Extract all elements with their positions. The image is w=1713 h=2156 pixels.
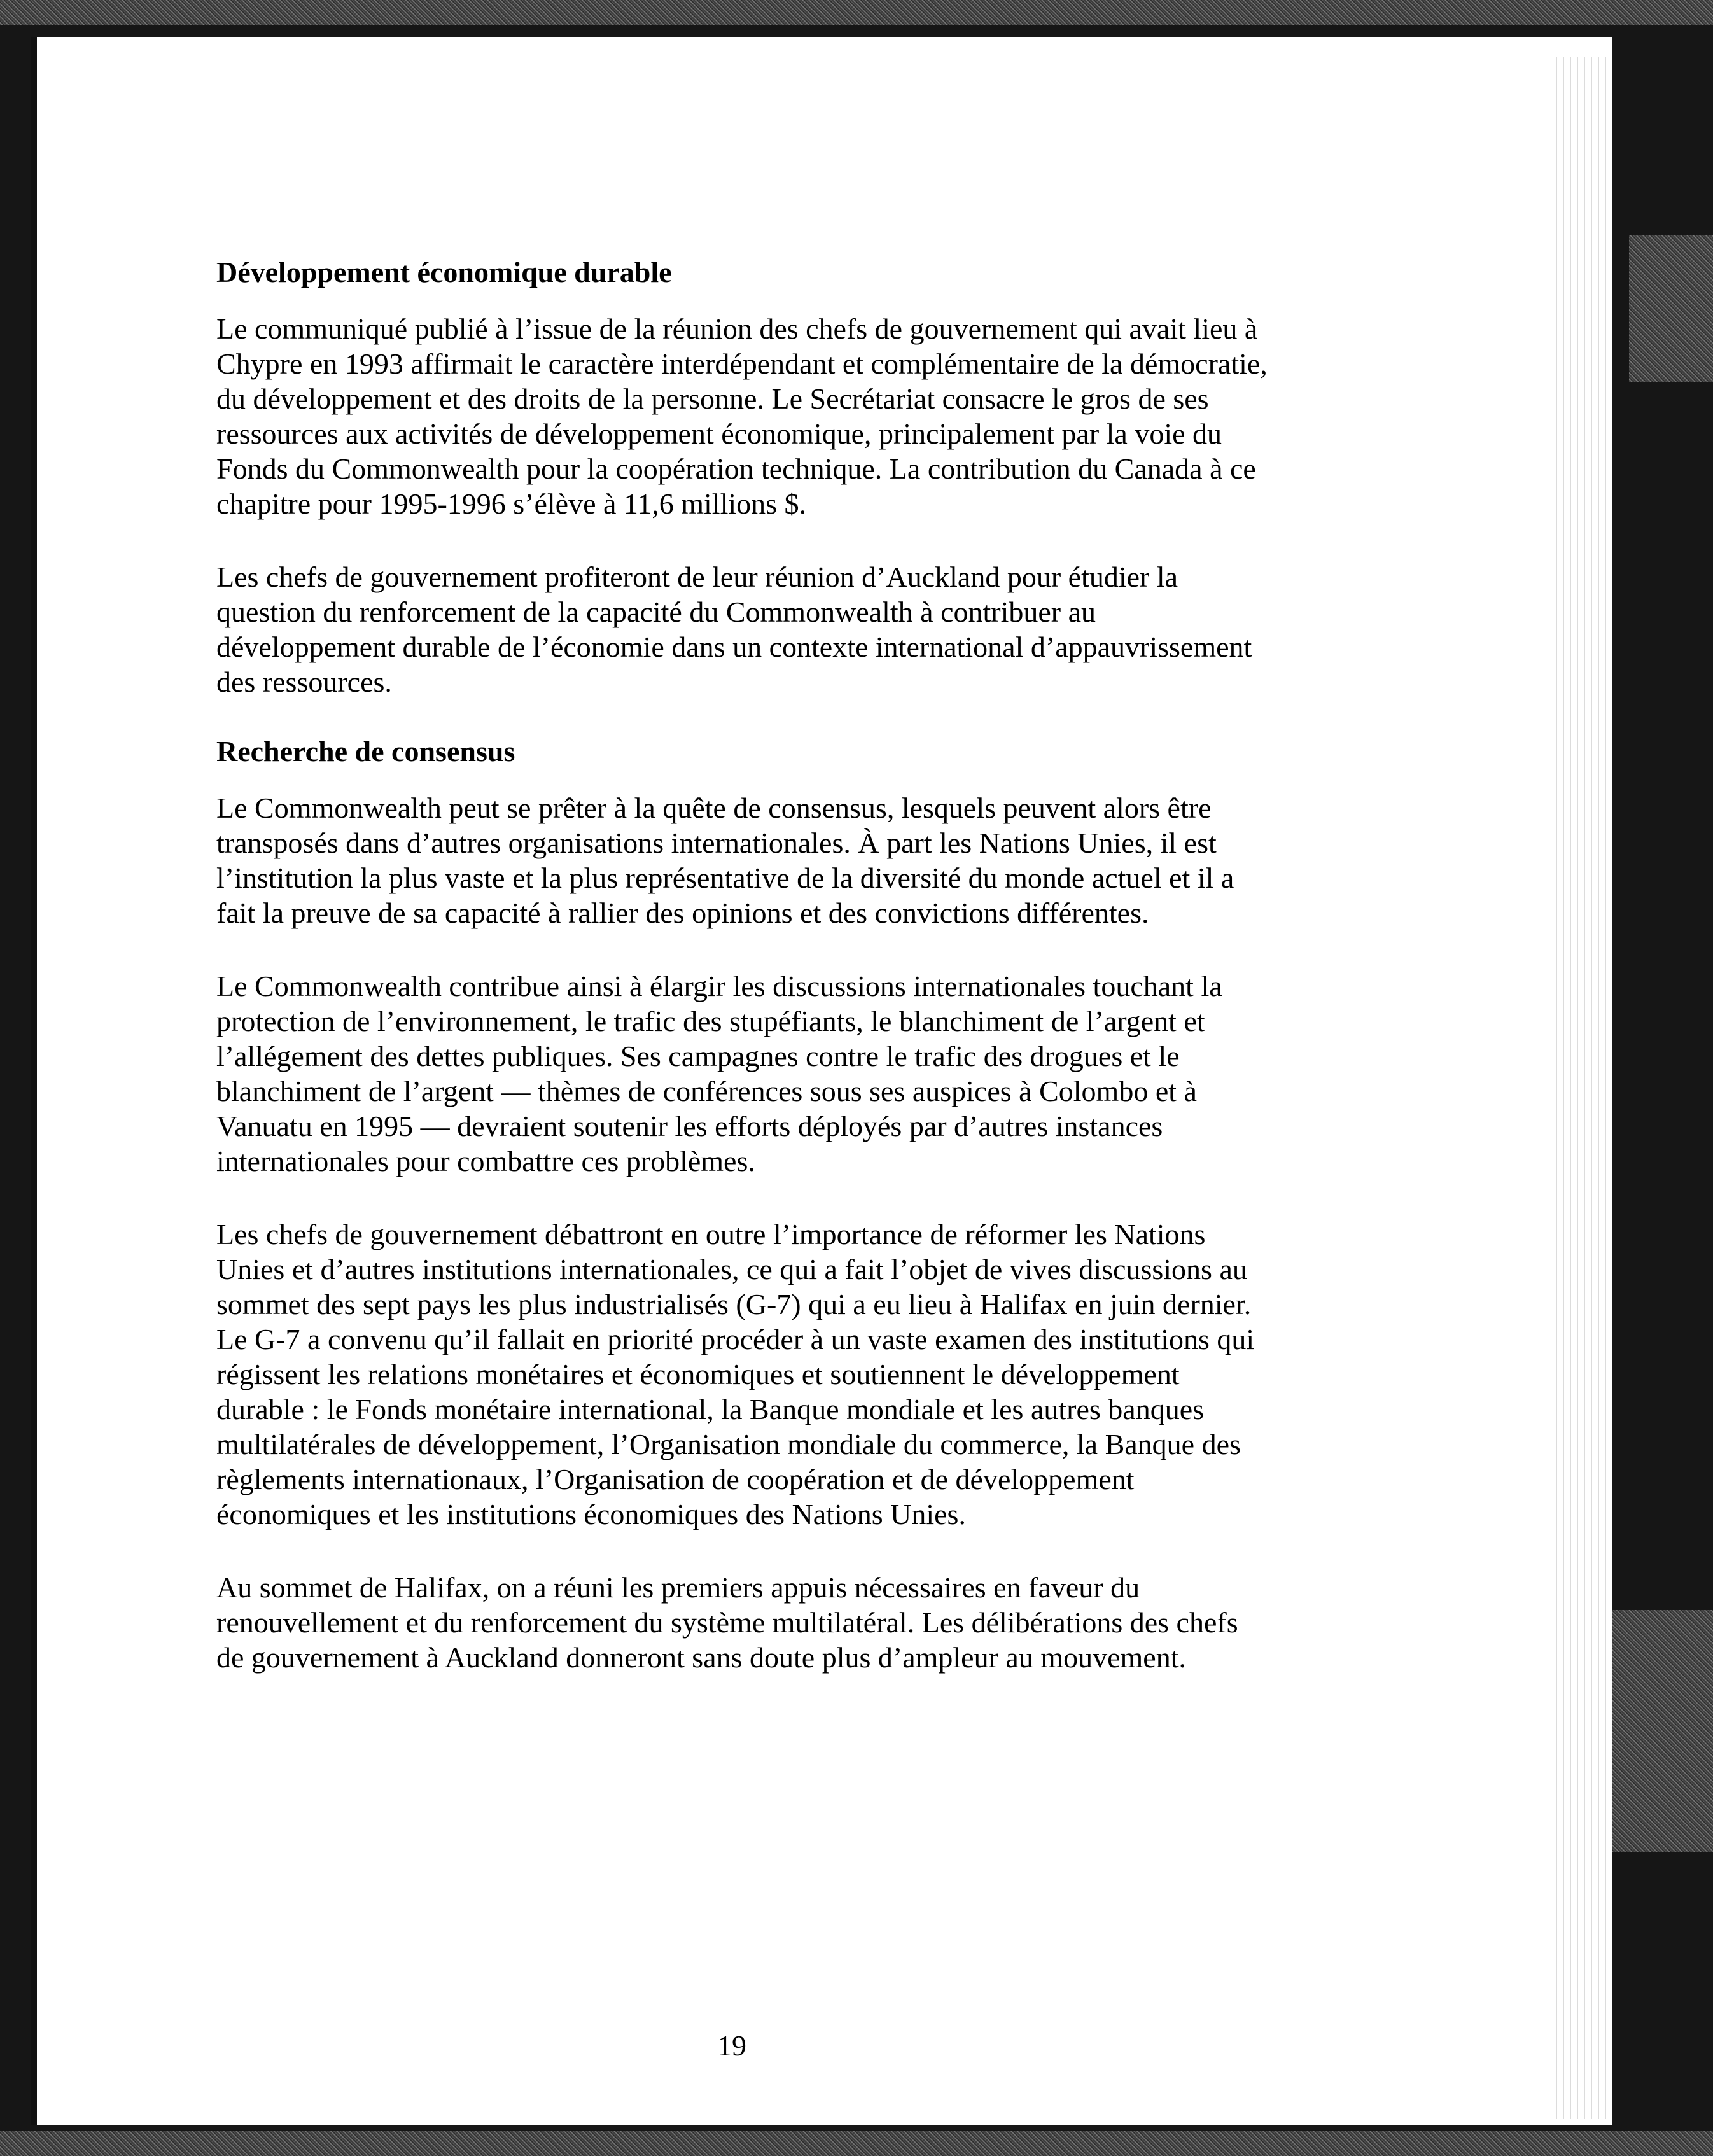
section-heading-consensus: Recherche de consensus (216, 735, 515, 767)
top-scan-noise (0, 0, 1713, 25)
paragraph: Le communiqué publié à l’issue de la réunion des chefs de gouvernement qui avait lieu à Chypre en 1993 affirmait le caractère interdépendant et complémentaire de la démocratie, du développement et des droits de la personne. Le Secrétariat consacre le gros de ses ressources aux activités de développement économique, principalement par la voie du Fonds du Commonwealth pour la coopération technique. La contribution du Canada à ce chapitre pour 1995-1996 s’élève à 11,6 millions $. (216, 312, 1268, 520)
document-body (216, 255, 1273, 1713)
paragraph: Au sommet de Halifax, on a réuni les premiers appuis nécessaires en faveur du renouvellement et du renforcement du système multilatéral. Les délibérations des chefs de gouvernement à Auckland donneront sans doute plus d’ampleur au mouvement. (216, 1571, 1238, 1674)
section-heading-sustainable-development: Développement économique durable (216, 256, 672, 288)
paragraph: Le Commonwealth contribue ainsi à élargir les discussions internationales touchant la protection de l’environnement, le trafic des stupéfiants, le blanchiment de l’argent et l’allégement des dettes publiques. Ses campagnes contre le trafic des drogues et le blanchiment de l’argent — thèmes de conférences sous ses auspices à Colombo et à Vanuatu en 1995 — devraient soutenir les efforts déployés par d’autres instances internationales pour combattre ces problèmes. (216, 970, 1222, 1177)
paragraph: Les chefs de gouvernement débattront en outre l’importance de réformer les Nations Unies et d’autres institutions internationales, ce qui a fait l’objet de vives discussions au sommet des sept pays les plus industrialisés (G-7) qui a eu lieu à Halifax en juin dernier. Le G-7 a convenu qu’il fallait en priorité procéder à un vaste examen des institutions qui régissent les relations monétaires et économiques et soutiennent le développement durable : le Fonds monétaire international, la Banque mondiale et les autres banques multilatérales de développement, l’Organisation mondiale du commerce, la Banque des règlements internationaux, l’Organisation de coopération et de développement économiques et les institutions économiques des Nations Unies. (216, 1218, 1255, 1530)
page-stack-edge (1553, 57, 1606, 2119)
paragraph: Les chefs de gouvernement profiteront de leur réunion d’Auckland pour étudier la question du renforcement de la capacité du Commonwealth à contribuer au développement durable de l’économie dans un contexte international d’appauvrissement des ressources. (216, 561, 1252, 698)
paragraph: Le Commonwealth peut se prêter à la quête de consensus, lesquels peuvent alors être transposés dans d’autres organisations internationales. À part les Nations Unies, il est l’institution la plus vaste et la plus représentative de la diversité du monde actuel et il a fait la preuve de sa capacité à rallier des opinions et des convictions différentes. (216, 792, 1234, 929)
page-number: 19 (717, 2029, 746, 2062)
right-scan-noise-lower (1604, 1610, 1713, 1852)
bottom-scan-noise (0, 2131, 1713, 2156)
right-scan-noise-upper (1629, 235, 1713, 382)
